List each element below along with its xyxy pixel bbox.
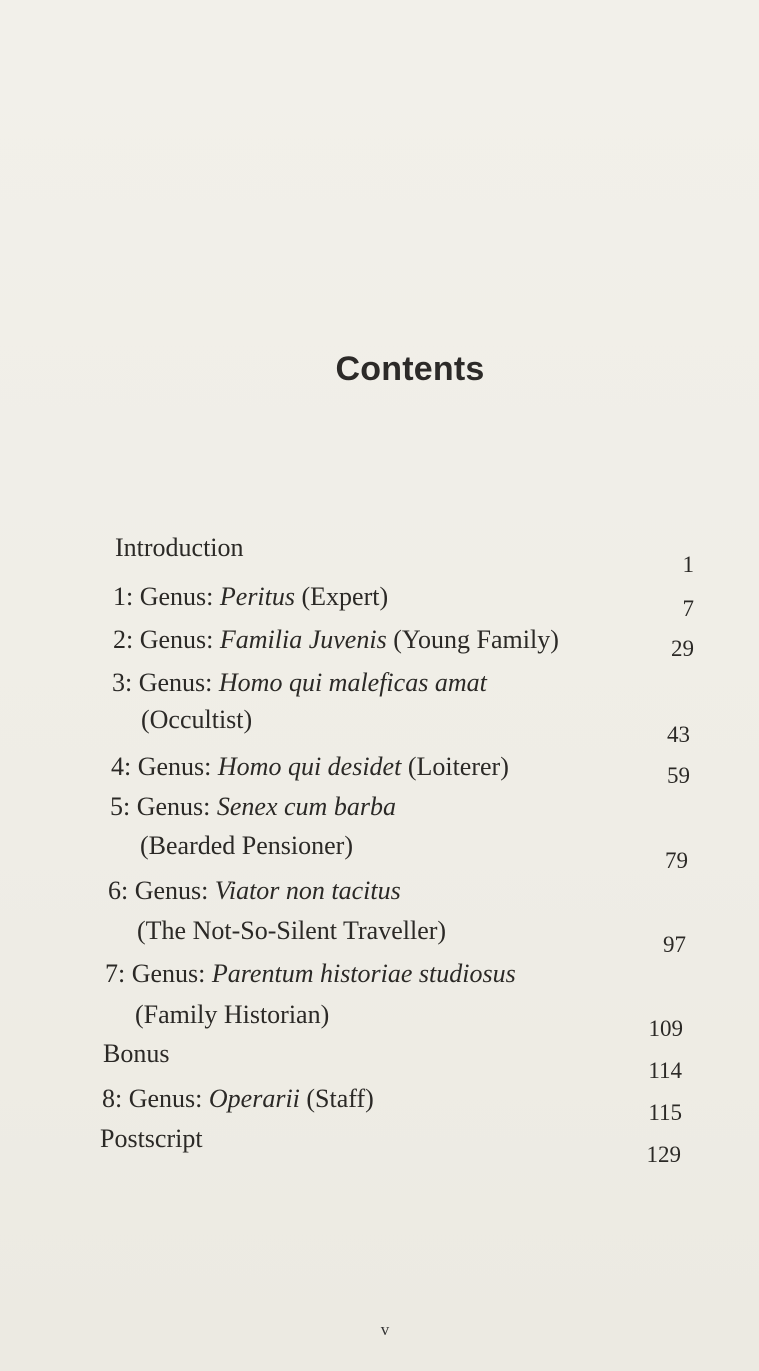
page-folio: v	[380, 1320, 390, 1339]
toc-entry-subtitle: (Occultist)	[141, 705, 253, 734]
toc-entry-chapter-6	[108, 876, 401, 906]
toc-page-number: 43	[667, 722, 690, 747]
toc-entry-subtitle: (Loiterer)	[401, 752, 509, 781]
toc-entry-chapter-2	[113, 625, 559, 655]
toc-entry-label: Postscript	[100, 1124, 203, 1153]
toc-entry-chapter-3	[112, 668, 487, 698]
toc-entry-bonus	[103, 1039, 169, 1069]
toc-page-number: 129	[646, 1142, 681, 1167]
toc-entry-latin-title: Homo qui desidet	[217, 752, 402, 781]
toc-entry-postscript	[100, 1124, 203, 1154]
toc-page-number: 1	[682, 552, 694, 577]
toc-entry-continuation	[141, 705, 252, 735]
toc-entry-chapter-7	[105, 959, 516, 989]
toc-entry-introduction	[115, 533, 244, 563]
toc-entry-subtitle: (Staff)	[299, 1084, 374, 1113]
toc-entry-label: 7: Genus:	[105, 959, 212, 988]
toc-page-number: 115	[648, 1100, 682, 1125]
toc-entry-continuation	[135, 1000, 329, 1030]
toc-page-number: 59	[667, 763, 690, 788]
toc-entry-label: Introduction	[115, 533, 244, 562]
toc-entry-latin-title: Parentum historiae studiosus	[211, 959, 516, 988]
toc-entry-label: 5: Genus:	[110, 792, 217, 821]
toc-page-number: 7	[682, 596, 694, 621]
toc-entry-subtitle: (The Not-So-Silent Traveller)	[137, 916, 447, 945]
toc-entry-label: 4: Genus:	[111, 752, 218, 781]
toc-entry-chapter-1	[113, 582, 388, 612]
page-title: Contents	[335, 350, 485, 388]
toc-entry-latin-title: Peritus	[219, 582, 295, 611]
toc-page-number: 97	[663, 932, 686, 957]
toc-entry-latin-title: Senex cum barba	[216, 792, 396, 821]
toc-entry-label: 2: Genus:	[113, 625, 220, 654]
toc-entry-continuation	[140, 831, 353, 861]
toc-entry-latin-title: Operarii	[208, 1084, 300, 1113]
toc-entry-subtitle: (Family Historian)	[135, 1000, 330, 1029]
toc-entry-label: 6: Genus:	[108, 876, 215, 905]
toc-entry-latin-title: Familia Juvenis	[219, 625, 387, 654]
toc-entry-chapter-5	[110, 792, 396, 822]
toc-page-number: 79	[665, 848, 688, 873]
toc-entry-label: Bonus	[103, 1039, 170, 1068]
toc-entry-subtitle: (Bearded Pensioner)	[140, 831, 353, 860]
toc-entry-label: 3: Genus:	[112, 668, 219, 697]
toc-entry-continuation	[137, 916, 446, 946]
toc-page-number: 114	[648, 1058, 682, 1083]
toc-page-number: 29	[671, 636, 694, 661]
toc-entry-label: 8: Genus:	[102, 1084, 209, 1113]
toc-entry-latin-title: Viator non tacitus	[214, 876, 401, 905]
toc-entry-subtitle: (Young Family)	[386, 625, 559, 654]
toc-page-number: 109	[648, 1016, 683, 1041]
toc-entry-latin-title: Homo qui maleficas amat	[218, 668, 487, 697]
toc-entry-chapter-8	[102, 1084, 374, 1114]
toc-entry-subtitle: (Expert)	[295, 582, 389, 611]
toc-entry-label: 1: Genus:	[113, 582, 220, 611]
toc-entry-chapter-4	[111, 752, 509, 782]
